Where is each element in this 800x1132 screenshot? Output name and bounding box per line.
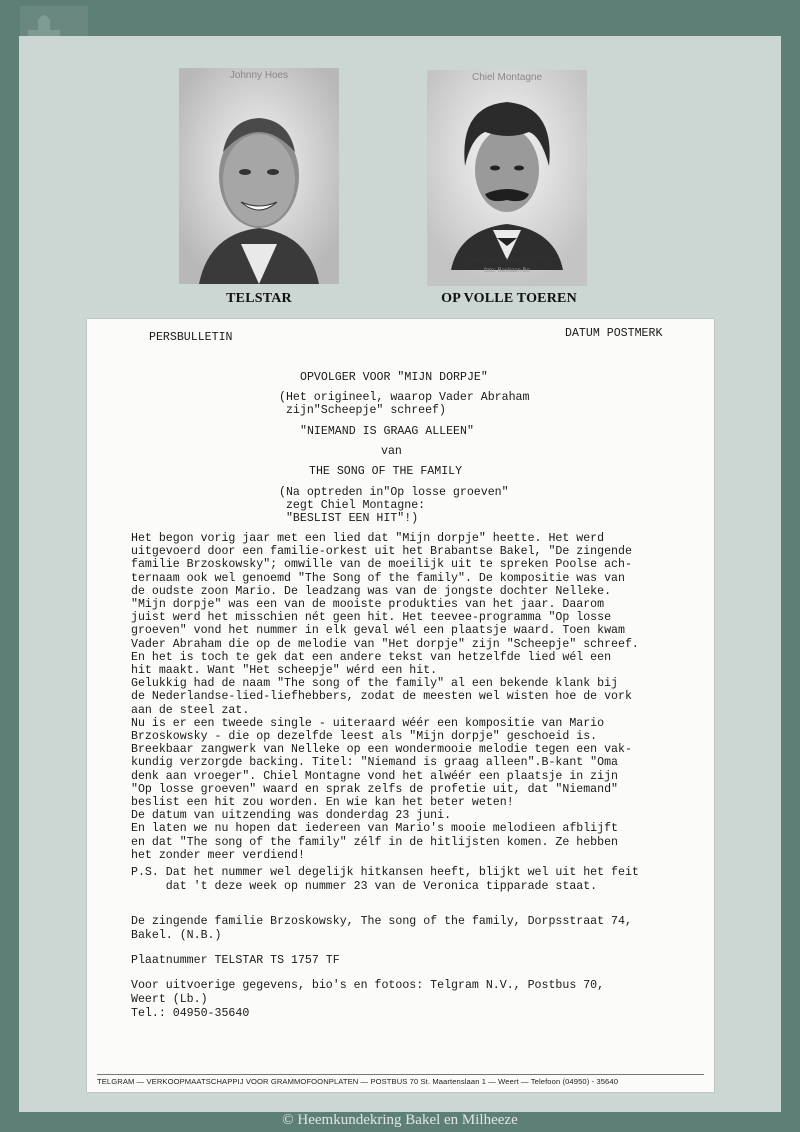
header-datum-postmerk: DATUM POSTMERK (565, 327, 663, 340)
body-line: het zonder meer verdiend! (131, 848, 305, 862)
header-persbulletin: PERSBULLETIN (149, 331, 233, 344)
body-line: kundig verzorgde backing. Titel: "Niemand is graag alleen".B-kant "Oma (131, 756, 619, 770)
title-line: (Het origineel, waarop Vader Abraham (279, 391, 530, 404)
body-text (131, 532, 639, 862)
photo-bottom-caption: Chiel Montagne in 1984 (464, 255, 550, 264)
letterhead-footer: TELGRAM — VERKOOPMAATSCHAPPIJ VOOR GRAMMOFOONPLATEN — POSTBUS 70 St. Maartenslaan 1 — Weert — Telefoon (04950) - 35640 (97, 1074, 704, 1086)
body-line: uitgevoerd door een familie-orkest uit het Brabantse Bakel, "De zingende (131, 545, 632, 559)
body-line: "Op losse groeven" waard en sprak zelfs de profetie uit, dat "Niemand" (131, 782, 619, 796)
title-line: (Na optreden in"Op losse groeven" (279, 486, 509, 499)
photo-top-caption: Chiel Montagne (471, 72, 543, 83)
title-line: THE SONG OF THE FAMILY (309, 465, 463, 478)
body-line: aan de steel zat. (131, 703, 250, 717)
body-line: groeven" vond het nummer in elk geval wél een plaatsje waard. Toen kwam (131, 624, 625, 638)
body-line: ternaam ook wel genoemd "The Song of the family". De kompositie was van (131, 571, 625, 585)
body-line: beslist een hit zou worden. En wie kan het beter weten! (131, 796, 514, 810)
title-line: van (381, 445, 402, 458)
label-telstar: TELSTAR (226, 291, 292, 306)
press-bulletin-document (87, 319, 714, 1092)
info-line: Voor uitvoerige gegevens, bio's en fotoos: Telgram N.V., Postbus 70, (131, 979, 605, 992)
body-line: de Nederlandse-lied-liefhebbers, zodat de meesten wel wisten hoe de vork (131, 690, 632, 704)
contact-line: De zingende familie Brzoskowsky, The song of the family, Dorpsstraat 74, (131, 915, 632, 928)
body-line: hit maakt. Want "Het scheepje" wérd een hit. (131, 664, 438, 678)
contact-line: Bakel. (N.B.) (131, 929, 222, 942)
title-line: "BESLIST EEN HIT"!) (279, 512, 419, 525)
body-line: En laten we nu hopen dat iedereen van Mario's mooie melodieen afblijft (131, 822, 619, 836)
body-line: Breekbaar zangwerk van Nelleke op een wondermooie melodie tegen een vak- (131, 743, 632, 757)
body-line: juist werd het misschien nét geen hit. Het teevee-programma "Op losse (131, 611, 612, 625)
ps-line: dat 't deze week op nummer 23 van de Veronica tipparade staat. (131, 880, 598, 893)
page-panel (19, 36, 781, 1112)
body-line: En het is toch te gek dat een andere tekst van hetzelfde lied wél een (131, 650, 612, 664)
body-line: Het begon vorig jaar met een lied dat "Mijn dorpje" heette. Het werd (131, 532, 605, 545)
body-line: familie Brzoskowsky"; omwille van de moeilijk uit te spreken Poolse ach- (131, 558, 632, 572)
photo-top-caption: Johnny Hoes (229, 70, 289, 81)
label-op-volle-toeren: OP VOLLE TOEREN (441, 291, 577, 306)
body-line: en dat "The song of the family" zélf in de hitlijsten komen. Ze hebben (131, 835, 619, 849)
record-number: Plaatnummer TELSTAR TS 1757 TF (131, 954, 340, 967)
photo-chiel-montagne (427, 70, 587, 286)
title-line: "NIEMAND IS GRAAG ALLEEN" (300, 425, 474, 438)
body-line: De datum van uitzending was donderdag 23 juni. (131, 809, 452, 823)
body-line: Nu is er een tweede single - uiteraard wéér een kompositie van Mario (131, 716, 605, 730)
title-line: OPVOLGER VOOR "MIJN DORPJE" (300, 371, 488, 384)
title-line: zegt Chiel Montagne: (279, 499, 426, 512)
info-line: Weert (Lb.) (131, 993, 208, 1006)
photo-credit: foto: Bastiaan Bo (484, 268, 530, 274)
body-line: Vader Abraham die op de melodie van "Het dorpje" zijn "Scheepje" schreef. (131, 637, 639, 651)
photo-johnny-hoes (179, 68, 339, 284)
body-line: de oudste zoon Mario. De leadzang was van de jongste dochter Nelleke. (131, 584, 612, 598)
body-line: denk aan vroeger". Chiel Montagne vond het alwéér een plaatsje in zijn (131, 769, 619, 783)
ps-line: P.S. Dat het nummer wel degelijk hitkansen heeft, blijkt wel uit het feit (131, 866, 639, 879)
body-line: Brzoskowsky - die op dezelfde leest als "Mijn dorpje" geschoeid is. (131, 730, 598, 744)
body-line: Gelukkig had de naam "The song of the family" al een bekende klank bij (131, 677, 619, 691)
title-line: zijn"Scheepje" schreef) (279, 404, 446, 417)
body-line: "Mijn dorpje" was een van de mooiste produkties van het jaar. Daarom (131, 598, 605, 612)
copyright-notice: © Heemkundekring Bakel en Milheeze (282, 1112, 518, 1128)
info-line: Tel.: 04950-35640 (131, 1007, 250, 1020)
